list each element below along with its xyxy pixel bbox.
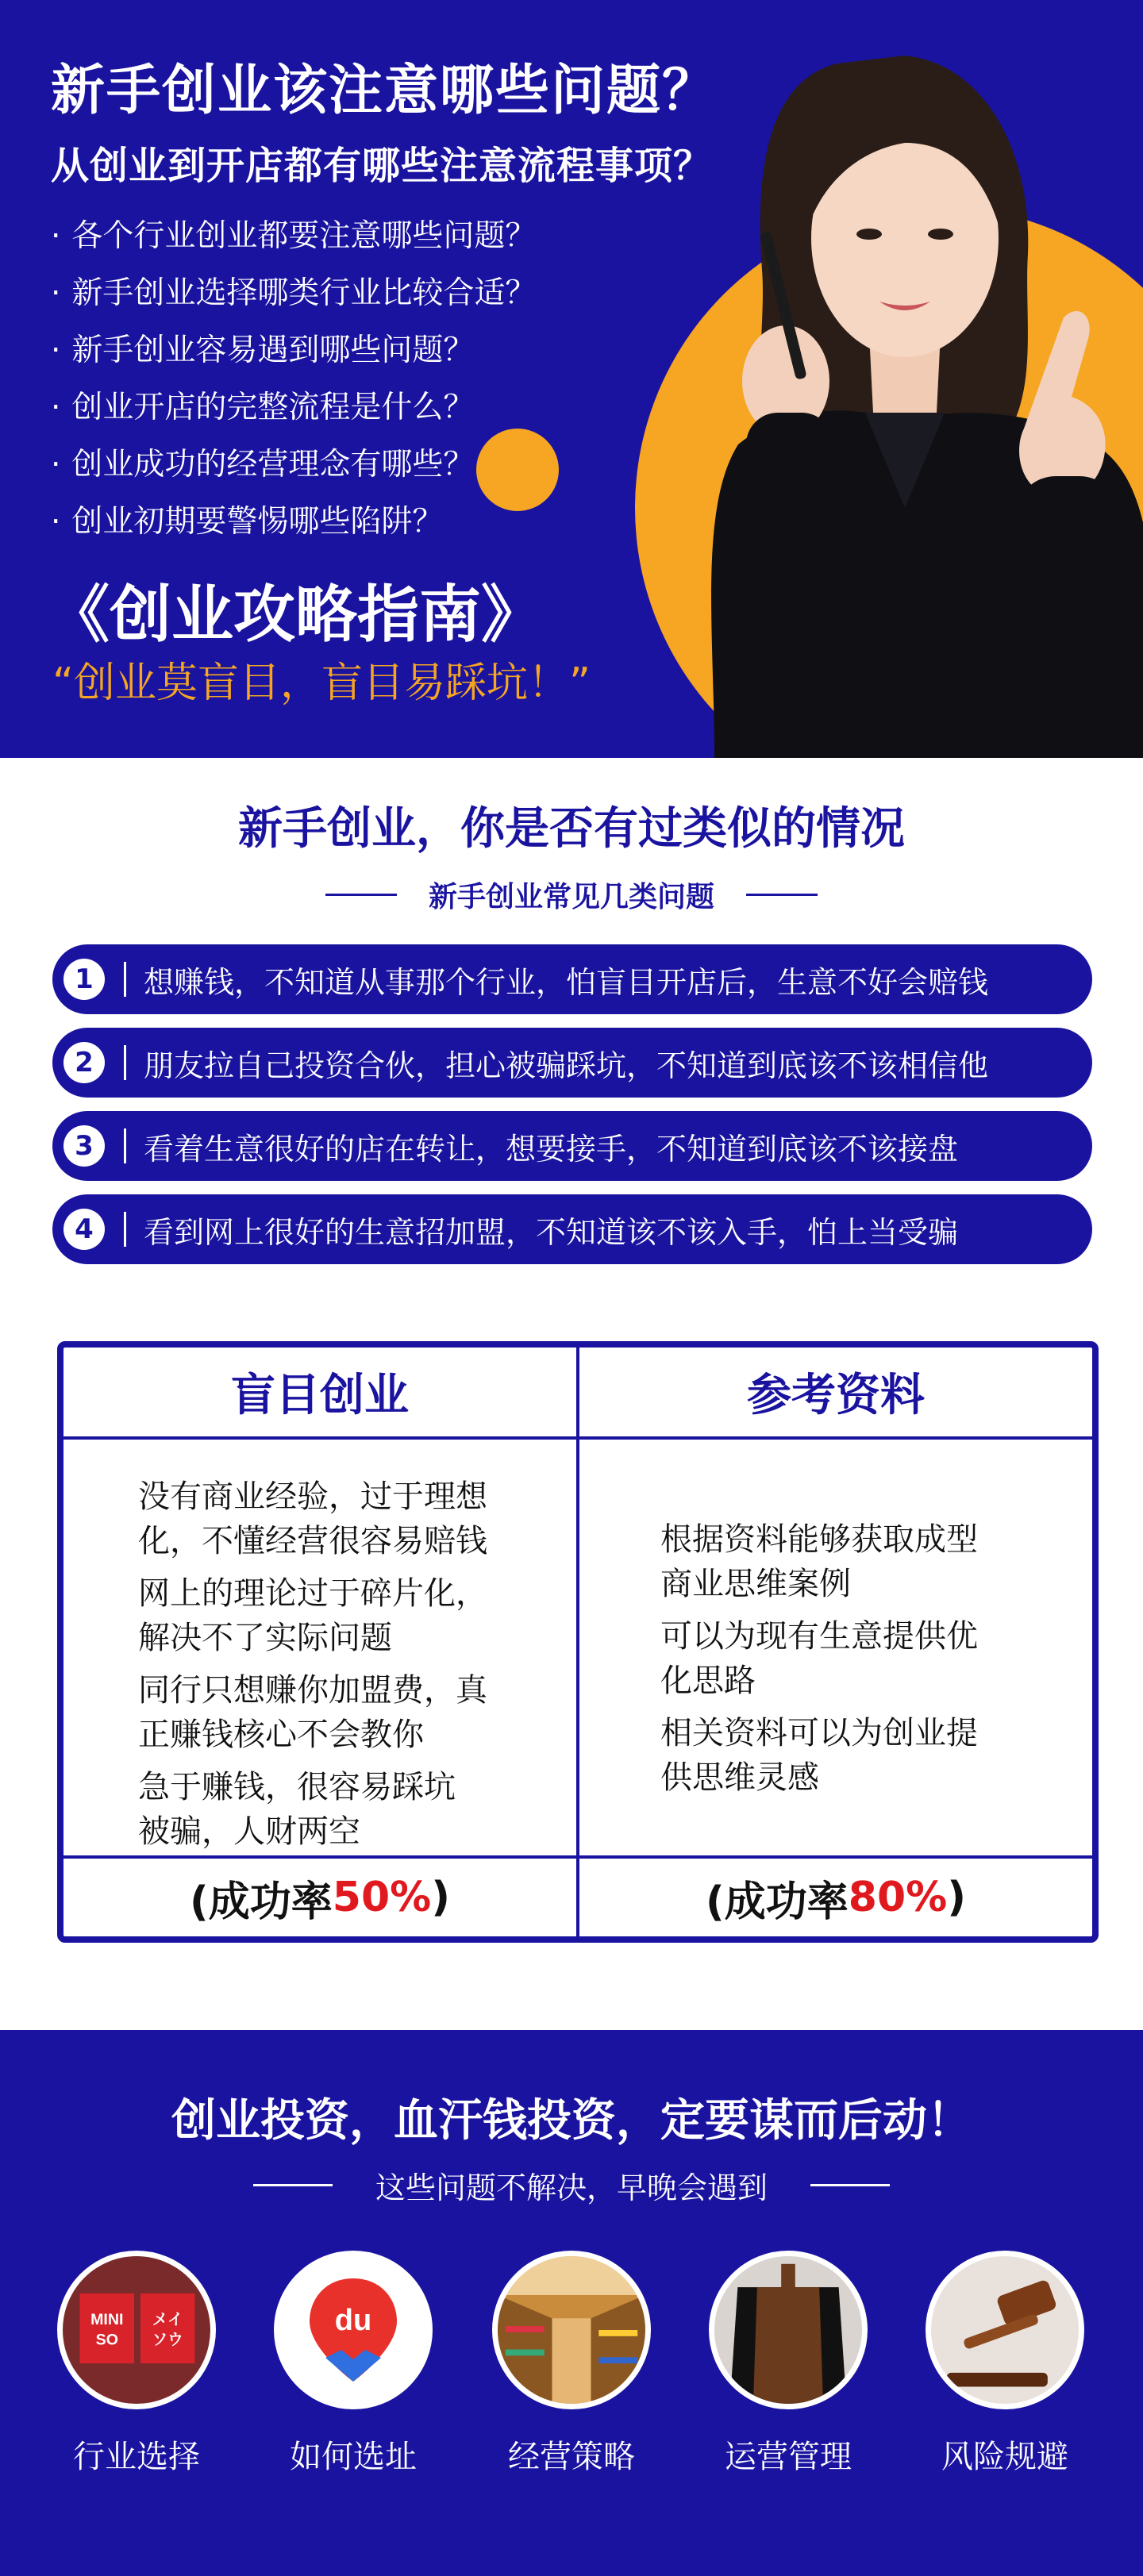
problem-item bbox=[52, 1194, 1092, 1264]
problem-number-badge: 4 bbox=[64, 1209, 105, 1250]
success-rate-reference: (成功率 80% ) bbox=[705, 1874, 966, 1926]
staff-apron-image bbox=[709, 2251, 868, 2409]
column-header-reference: 参考资料 bbox=[747, 1370, 925, 1421]
bottom-subtitle-row bbox=[0, 2163, 1143, 2207]
list-item: 可以为现有生意提供优 化思路 bbox=[660, 1618, 978, 1699]
category-label: 运营管理 bbox=[725, 2439, 852, 2475]
situation-subtitle: 新手创业常见几类问题 bbox=[428, 881, 714, 913]
divider-line bbox=[124, 1045, 126, 1080]
hero-question-item: · 新手创业选择哪类行业比较合适？ bbox=[51, 265, 536, 322]
divider-line bbox=[810, 2184, 890, 2186]
guide-title: 《创业攻略指南》 bbox=[48, 579, 544, 651]
list-item: 没有商业经验，过于理想 化，不懂经营很容易赔钱 bbox=[138, 1478, 487, 1559]
problem-number-badge: 2 bbox=[64, 1042, 105, 1083]
bottom-subtitle: 这些问题不解决，早晚会遇到 bbox=[375, 2170, 768, 2205]
miniso-logo-image bbox=[57, 2251, 216, 2409]
divider-line bbox=[124, 962, 126, 997]
divider-line bbox=[325, 894, 397, 896]
problem-number-badge: 3 bbox=[64, 1125, 105, 1167]
divider-line bbox=[124, 1128, 126, 1163]
category-strategy bbox=[492, 2251, 651, 2477]
gavel-icon bbox=[926, 2251, 1084, 2409]
hero-question-item: · 创业成功的经营理念有哪些？ bbox=[51, 436, 536, 494]
category-risk bbox=[926, 2251, 1084, 2477]
list-item: 急于赚钱，很容易踩坑 被骗，人财两空 bbox=[138, 1769, 456, 1850]
bottom-banner bbox=[0, 2030, 1143, 2576]
reference-material-list bbox=[660, 1517, 1073, 1808]
category-location bbox=[274, 2251, 433, 2477]
list-item: 相关资料可以为创业提 供思维灵感 bbox=[660, 1715, 978, 1796]
problem-number-badge: 1 bbox=[64, 959, 105, 1000]
problem-text: 朋友拉自己投资合伙，担心被骗踩坑，不知道到底该不该相信他 bbox=[144, 1048, 989, 1083]
category-label: 经营策略 bbox=[508, 2439, 635, 2475]
divider-line bbox=[253, 2184, 333, 2186]
hero-question-item: · 新手创业容易遇到哪些问题？ bbox=[51, 322, 536, 379]
category-label: 如何选址 bbox=[290, 2439, 417, 2475]
hero-slogan: “创业莫盲目，盲目易踩坑！” bbox=[52, 659, 591, 707]
businesswoman-image bbox=[667, 32, 1143, 758]
column-header-blind: 盲目创业 bbox=[231, 1370, 409, 1421]
success-rate-blind: (成功率 50% ) bbox=[189, 1874, 450, 1926]
map-pin-icon bbox=[274, 2251, 433, 2409]
situation-title: 新手创业，你是否有过类似的情况 bbox=[238, 803, 905, 855]
hero-question-item: · 创业初期要警惕哪些陷阱？ bbox=[51, 494, 536, 551]
category-label: 行业选择 bbox=[73, 2439, 200, 2475]
svg-text:SO: SO bbox=[95, 2331, 118, 2349]
problem-text: 看到网上很好的生意招加盟，不知道该不该入手，怕上当受骗 bbox=[144, 1214, 959, 1250]
problem-item bbox=[52, 1028, 1092, 1098]
list-item: 同行只想赚你加盟费，真 正赚钱核心不会教你 bbox=[138, 1672, 487, 1753]
category-label: 风险规避 bbox=[941, 2439, 1068, 2475]
category-industry-selection bbox=[57, 2251, 216, 2477]
svg-text:du: du bbox=[334, 2304, 372, 2337]
hero-title: 新手创业该注意哪些问题？ bbox=[51, 60, 718, 122]
hero-question-list bbox=[51, 208, 536, 551]
svg-text:ソウ: ソウ bbox=[152, 2330, 183, 2349]
comparison-table bbox=[57, 1341, 1099, 1943]
hero-question-item: · 各个行业创业都要注意哪些问题？ bbox=[51, 208, 536, 265]
problem-item bbox=[52, 1111, 1092, 1181]
divider-line bbox=[746, 894, 818, 896]
divider-line bbox=[124, 1212, 126, 1247]
problem-item bbox=[52, 944, 1092, 1014]
blind-startup-list bbox=[138, 1474, 551, 1862]
svg-text:MINI: MINI bbox=[90, 2311, 124, 2329]
hero-banner bbox=[0, 0, 1143, 758]
problem-text: 想赚钱，不知道从事那个行业，怕盲目开店后，生意不好会赔钱 bbox=[144, 964, 989, 1000]
hero-subtitle: 从创业到开店都有哪些注意流程事项？ bbox=[51, 144, 713, 188]
supermarket-aisle-image bbox=[492, 2251, 651, 2409]
svg-text:メイ: メイ bbox=[152, 2310, 183, 2329]
divider-line bbox=[576, 1348, 579, 1936]
category-operations bbox=[709, 2251, 868, 2477]
list-item: 根据资料能够获取成型 商业思维案例 bbox=[660, 1521, 978, 1602]
list-item: 网上的理论过于碎片化， 解决不了实际问题 bbox=[138, 1575, 487, 1656]
hero-question-item: · 创业开店的完整流程是什么？ bbox=[51, 379, 536, 436]
problem-text: 看着生意很好的店在转让，想要接手，不知道到底该不该接盘 bbox=[144, 1131, 959, 1167]
bottom-title: 创业投资，血汗钱投资，定要谋而后动！ bbox=[171, 2095, 972, 2147]
situation-subtitle-row bbox=[0, 875, 1143, 915]
